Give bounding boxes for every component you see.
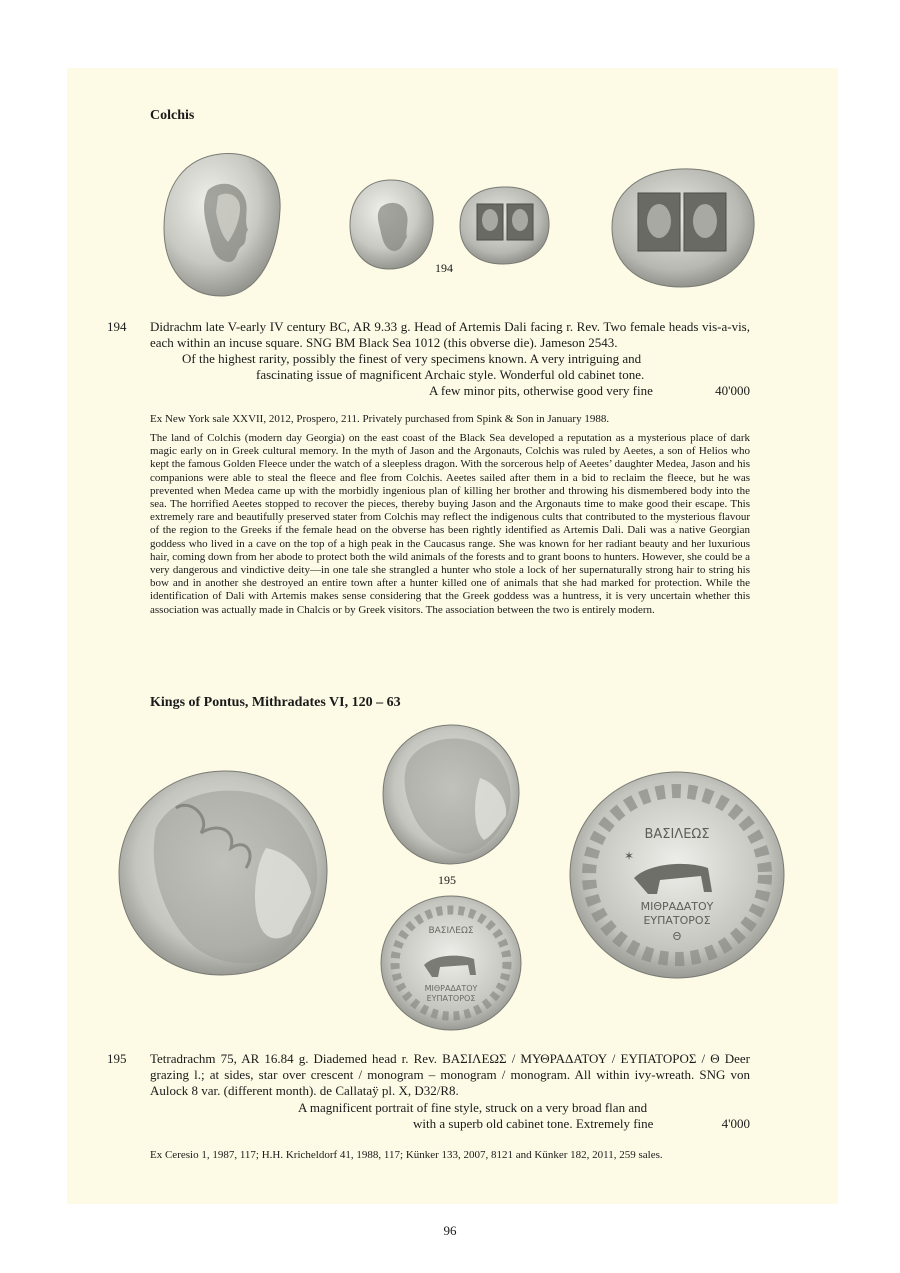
coin-194-reverse-large	[608, 165, 758, 290]
lot-194-remark-2: fascinating issue of magnificent Archaic style. Wonderful old cabinet tone.	[256, 367, 645, 382]
coin-195-reverse-small	[378, 893, 524, 1033]
lot-195-remark-2: with a superb old cabinet tone. Extremely fine	[413, 1116, 654, 1131]
coin-legend-small-line2: ΜΙΘΡΑΔΑΤΟΥ	[424, 984, 478, 993]
coin-legend-large-line4: Θ	[672, 930, 682, 943]
lot-194-price: 40'000	[715, 383, 750, 398]
page-number: 96	[443, 1223, 457, 1238]
lot-194-description: Didrachm late V-early IV century BC, AR 9.33 g. Head of Artemis Dali facing r. Rev. Two female heads vis-a-vis, each within an incuse square. SNG BM Black Sea 1012 (this obverse die). Jameson 2543.	[150, 319, 750, 350]
coin-195-obverse-small	[380, 722, 522, 867]
lot-194-remark-1: Of the highest rarity, possibly the finest of very specimens known. A very intriguing and	[182, 351, 642, 366]
lot-number-194: 194	[107, 319, 127, 334]
coin-194-obverse-small	[347, 177, 437, 272]
lot-194-condition: A few minor pits, otherwise good very fine	[429, 383, 653, 398]
coin-legend-small-line1: ΒΑΣΙΛΕΩΣ	[428, 926, 474, 936]
coin-legend-small-line3: ΕΥΠΑΤΟΡΟΣ	[426, 994, 476, 1003]
coin-195-reverse-large	[566, 768, 788, 982]
section-heading-pontus: Kings of Pontus, Mithradates VI, 120 – 63	[150, 695, 401, 710]
lot-number-195: 195	[107, 1051, 127, 1066]
coin-195-obverse-large	[116, 768, 330, 978]
coin-194-obverse-large	[160, 150, 285, 300]
coin-legend-large-line1: ΒΑΣΙΛΕΩΣ	[644, 827, 710, 842]
figure-label-195: 195	[438, 873, 456, 887]
coin-legend-large-line2: ΜΙΘΡΑΔΑΤΟΥ	[640, 900, 714, 913]
lot-195-remark-1: A magnificent portrait of fine style, struck on a very broad flan and	[298, 1100, 648, 1115]
figure-label-194: 194	[435, 261, 453, 275]
section-heading-colchis: Colchis	[150, 108, 195, 123]
lot-194-essay: The land of Colchis (modern day Georgia) on the east coast of the Black Sea developed a reputation as a mysterious place of dark magic early on in Greek cultural memory. In the myth of Jason and the Argonauts, Colchis was ruled by Aeetes, a son of Helios who kept the famous Golden Fleece under the watch of a sleepless dragon. With the sorcerous help of Aeetes’ daughter Medea, Jason and his companions were able to steal the fleece and flee from Colchis. Aeetes sailed after them in a bid to reclaim the fleece, but he was prevented when Medea came up with the morbidly ingenious plan of killing her brother and throwing his dismembered body into the sea. The horrified Aeetes stopped to recover the pieces, thereby buying Jason and the Argonauts time to make good their escape. This extremely rare and beautifully preserved stater from Colchis may reflect the indigenous cults that contributed to the mysterious flavour of the region to the Greeks if the female head on the obverse has been rightly identified as Artemis Dali. Dali was a native Georgian goddess who lived in a cave on the top of a high peak in the Caucasus range. She was known for her radiant beauty and her luxurious hair, coming down from her abode to protect both the wild animals of the forests and to grant boons to hunters. However, she could be a very dangerous and vindictive deity—in one tale she strangled a hunter who stole a lock of her supernaturally strong hair to string his bow and in another she destroyed an entire town after a hunter killed one of animals that she had marked for protection. While the identification of Dali with Artemis makes sense considering that the Greek goddess was a huntress, it is very uncertain whether this association was actually made in Chalcis or by Greek visitors. The association between the two is entirely modern.	[150, 432, 750, 616]
lot-195-price: 4'000	[721, 1116, 750, 1131]
star-crescent-symbol: ✶	[624, 849, 635, 863]
lot-195-description: Tetradrachm 75, AR 16.84 g. Diademed head r. Rev. ΒΑΣΙΛΕΩΣ / ΜΥΘΡΑΔΑΤΟΥ / ΕΥΠΑΤΟΡΟΣ / Θ Deer grazing l.; at sides, star over crescent / monogram – monogram / monogram. All within ivy-wreath. SNG von Aulock 8 var. (different month). de Callataÿ pl. X, D32/R8.	[150, 1051, 750, 1098]
lot-195-provenance: Ex Ceresio 1, 1987, 117; H.H. Kricheldorf 41, 1988, 117; Künker 133, 2007, 8121 and Künker 182, 2011, 259 sales.	[150, 1149, 663, 1161]
lot-194-provenance: Ex New York sale XXVII, 2012, Prospero, 211. Privately purchased from Spink & Son in January 1988.	[150, 413, 610, 425]
coin-194-reverse-small	[457, 184, 552, 266]
coin-legend-large-line3: ΕΥΠΑΤΟΡΟΣ	[643, 914, 711, 927]
